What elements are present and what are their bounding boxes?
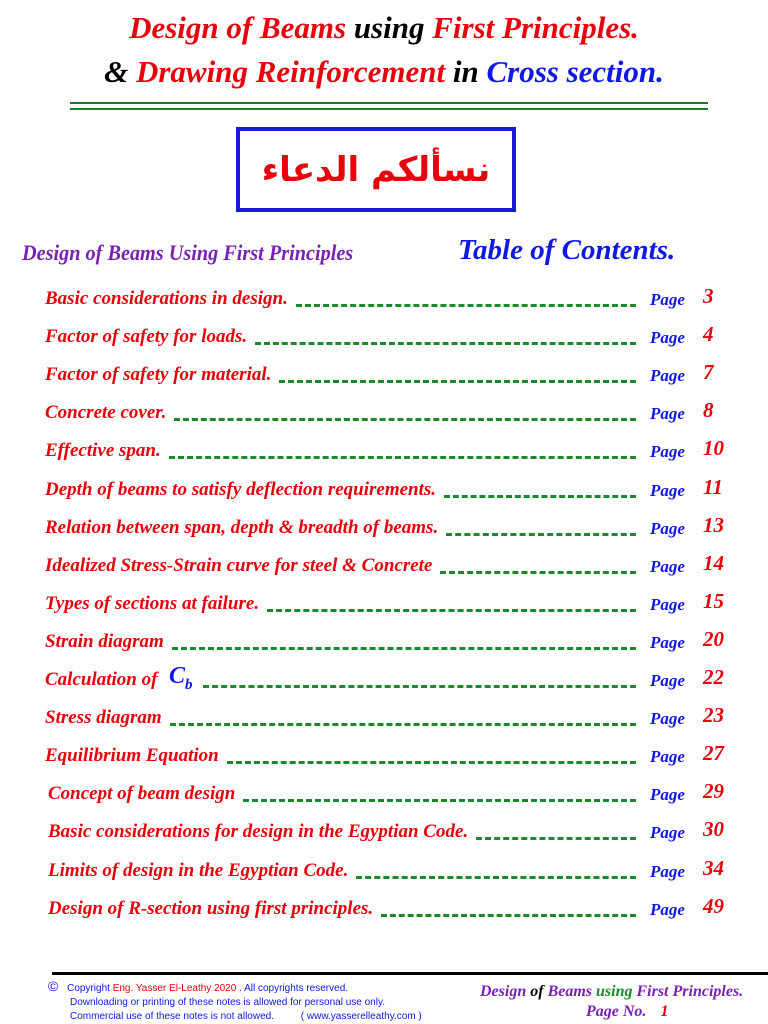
toc-leader (476, 837, 636, 840)
toc-symbol (169, 663, 193, 694)
toc-header-subtitle: Design of Beams Using First Principles (22, 240, 354, 265)
footer-author: Eng. Yasser El-Leathy 2020 (112, 983, 237, 994)
toc-page-word: Page (650, 632, 685, 652)
toc-leader (174, 418, 636, 421)
copyright-icon: © (48, 978, 59, 994)
toc-leader (243, 799, 636, 802)
toc-symbol-main: C (169, 663, 186, 689)
toc-leader (440, 571, 636, 574)
toc-page-word: Page (650, 556, 685, 576)
toc-row[interactable] (0, 893, 768, 928)
toc-leader (267, 609, 636, 612)
toc-page-number: 22 (703, 665, 724, 689)
page-label: Page No. (586, 1003, 647, 1020)
toc-page-number: 11 (703, 474, 723, 499)
toc-leader (255, 342, 636, 345)
toc-label: Effective span. (45, 440, 161, 462)
toc-label: Concept of beam design (48, 783, 236, 805)
footer-page-info (480, 982, 762, 1022)
toc-leader (296, 304, 636, 307)
toc-page-number: 27 (703, 741, 724, 766)
title-part: & (104, 54, 129, 89)
title-divider (70, 108, 708, 110)
toc-page-number: 10 (703, 436, 724, 461)
footer-title-part: using (596, 983, 633, 1000)
footer-copyright (48, 979, 468, 1024)
toc-page-number: 30 (703, 817, 724, 842)
toc-page-number: 23 (703, 703, 724, 728)
toc-label: Basic considerations in design. (45, 288, 288, 309)
footer-title-part: First Principles. (636, 983, 744, 1000)
toc-page-word: Page (650, 480, 685, 500)
toc-page-number: 7 (703, 360, 714, 385)
toc-row[interactable] (0, 360, 768, 394)
toc-row[interactable] (0, 741, 768, 775)
toc-page-word: Page (650, 366, 685, 386)
title-part: in (452, 54, 479, 89)
toc-page-word: Page (650, 328, 685, 348)
toc-row[interactable] (0, 322, 768, 356)
toc-page-number: 15 (703, 588, 724, 613)
title-line-2 (0, 54, 768, 90)
toc-row[interactable] (0, 663, 768, 699)
toc-row[interactable] (0, 855, 768, 890)
footer-divider (52, 972, 768, 975)
toc-symbol-sub: b (185, 676, 193, 693)
toc-row[interactable] (0, 284, 768, 318)
title-divider (70, 102, 708, 104)
toc-label: Calculation of (45, 669, 158, 690)
toc-page-number: 20 (703, 626, 724, 651)
footer-website[interactable]: ( www.yasserelleathy.com ) (300, 1011, 422, 1022)
toc-page-word: Page (650, 290, 685, 309)
toc-page-number: 13 (703, 512, 724, 537)
toc-page-word: Page (650, 594, 685, 614)
toc-leader (227, 761, 636, 764)
toc-row[interactable] (0, 703, 768, 737)
footer-title-part: of (530, 983, 544, 1000)
toc-label: Equilibrium Equation (45, 745, 219, 767)
toc-page-number: 29 (703, 779, 724, 804)
title-part: using (353, 10, 425, 45)
toc-page-word: Page (650, 785, 685, 805)
toc-leader (170, 723, 636, 726)
toc-label: Basic considerations for design in the Egyptian Code. (48, 821, 469, 843)
toc-leader (381, 914, 636, 917)
toc-page-word: Page (650, 442, 685, 462)
footer-title-part: Beams (547, 983, 593, 1000)
toc-label: Idealized Stress-Strain curve for steel & Concrete (45, 554, 433, 576)
toc-label: Factor of safety for loads. (45, 326, 248, 348)
title-part: Cross section. (486, 54, 664, 89)
toc-row[interactable] (0, 550, 768, 585)
title-line-1 (0, 10, 768, 46)
toc-page-number: 14 (703, 550, 724, 575)
toc-page-number: 8 (703, 398, 714, 423)
page-number: 1 (660, 1003, 669, 1020)
toc-row[interactable] (0, 474, 768, 509)
toc-row[interactable] (0, 779, 768, 813)
toc-label: Types of sections at failure. (45, 592, 260, 614)
toc-page-number: 3 (703, 284, 714, 308)
title-part: First Principles. (432, 10, 639, 45)
footer-text: . All copyrights reserved. (239, 983, 349, 994)
toc-label: Limits of design in the Egyptian Code. (48, 859, 349, 881)
footer-text: Copyright (67, 983, 110, 994)
title-part: Drawing Reinforcement (135, 54, 446, 89)
toc-leader (356, 876, 636, 879)
toc-row[interactable] (0, 817, 768, 851)
arabic-box (236, 127, 516, 212)
toc-page-word: Page (650, 518, 685, 538)
toc-row[interactable] (0, 588, 768, 623)
toc-page-word: Page (650, 747, 685, 767)
toc-label: Stress diagram (45, 707, 162, 729)
toc-page-number: 49 (703, 893, 724, 918)
toc-page-word: Page (650, 899, 685, 919)
footer-text: Commercial use of these notes is not allowed. (70, 1011, 274, 1022)
toc-label: Depth of beams to satisfy deflection requirements. (45, 478, 437, 500)
toc-row[interactable] (0, 626, 768, 661)
toc-leader (172, 647, 636, 650)
toc-page-word: Page (650, 709, 685, 729)
toc-header-title: Table of Contents. (458, 234, 676, 266)
toc-page-word: Page (650, 861, 685, 881)
toc-page-word: Page (650, 823, 685, 843)
toc-label: Design of R-section using first principles. (48, 897, 374, 919)
footer-link[interactable] (301, 1011, 422, 1022)
toc-row[interactable] (0, 398, 768, 432)
title-part: Design of Beams (129, 10, 347, 45)
toc-leader (446, 533, 636, 536)
toc-row[interactable] (0, 512, 768, 547)
toc-label: Factor of safety for material. (45, 364, 272, 386)
toc-leader (444, 495, 636, 498)
toc-row[interactable] (0, 436, 768, 470)
toc-leader (279, 380, 636, 383)
toc-label: Relation between span, depth & breadth of beams. (45, 516, 439, 538)
toc-page-number: 4 (703, 322, 714, 347)
toc-page-word: Page (650, 404, 685, 424)
toc-leader (169, 456, 636, 459)
toc-leader (203, 685, 636, 688)
footer-text: Downloading or printing of these notes is allowed for personal use only. (70, 997, 385, 1008)
footer-title-part: Design (480, 983, 527, 1000)
toc-page-number: 34 (703, 855, 724, 880)
toc-page-word: Page (650, 671, 685, 690)
toc-label: Strain diagram (45, 630, 164, 652)
arabic-text: نسألكم الدعاء (261, 149, 491, 190)
toc-label: Concrete cover. (45, 402, 167, 424)
